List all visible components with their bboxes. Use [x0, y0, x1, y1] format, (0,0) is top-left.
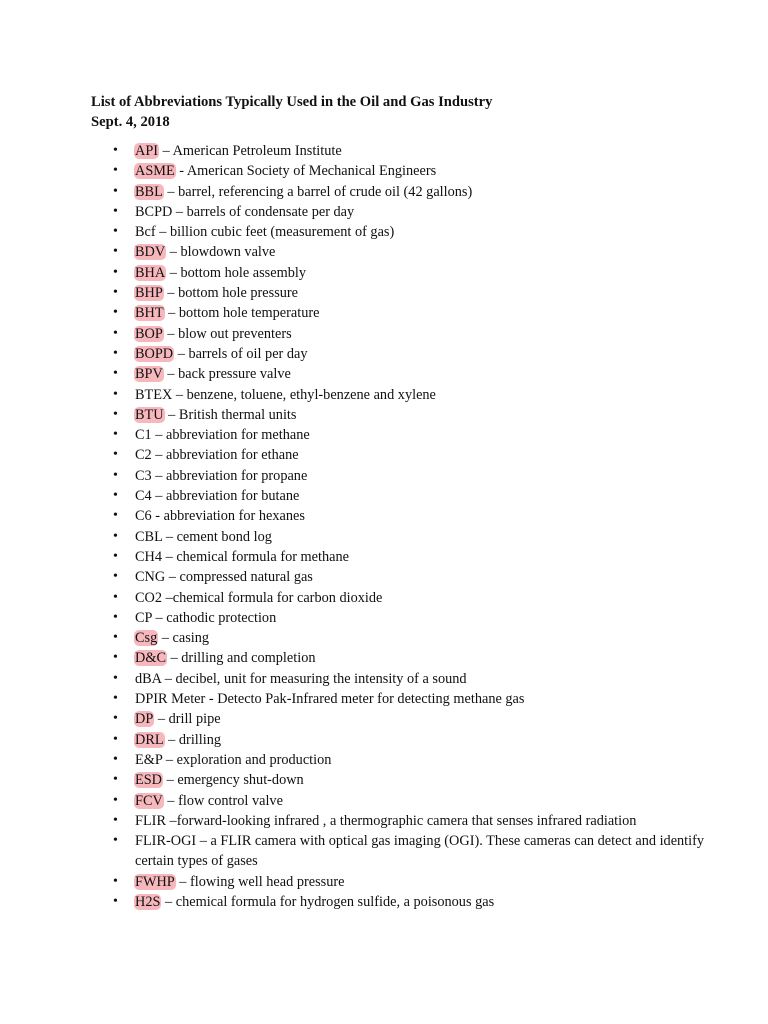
list-item	[0, 527, 768, 547]
list-item	[0, 263, 768, 283]
definition: American Petroleum Institute	[172, 143, 342, 159]
bullet-icon: •	[113, 630, 118, 646]
list-item	[0, 791, 768, 811]
definition: barrels of condensate per day	[186, 203, 355, 220]
highlighted-term: BHP	[135, 285, 163, 302]
list-item	[0, 770, 768, 790]
separator: –	[196, 833, 211, 850]
definition: a FLIR camera with optical gas imaging (OGI). These cameras can detect and identify certain types of gases	[135, 833, 705, 870]
list-item	[0, 689, 768, 709]
list-item	[0, 669, 768, 689]
separator: –	[174, 345, 189, 362]
term: CH4	[135, 548, 163, 565]
bullet-icon: •	[113, 325, 118, 341]
highlighted-term: BOP	[135, 325, 163, 342]
highlighted-term: BTU	[135, 406, 164, 423]
separator: –	[158, 630, 173, 647]
definition: casing	[172, 630, 210, 647]
bullet-icon: •	[113, 203, 118, 219]
definition: drill pipe	[168, 711, 221, 728]
separator: –	[165, 569, 180, 586]
bullet-icon: •	[113, 812, 118, 828]
list-item	[0, 141, 768, 161]
highlighted-term: BPV	[135, 366, 163, 383]
bullet-icon: •	[113, 488, 118, 504]
list-item	[0, 811, 768, 831]
definition: American Society of Mechanical Engineers	[186, 163, 437, 180]
definition: benzene, toluene, ethyl-benzene and xylene	[186, 386, 436, 403]
list-item	[0, 445, 768, 465]
separator: –	[151, 488, 166, 505]
highlighted-term: Csg	[135, 630, 158, 647]
list-item	[0, 628, 768, 648]
separator: –	[164, 305, 179, 322]
list-item	[0, 466, 768, 486]
list-item	[0, 730, 768, 750]
bullet-icon: •	[113, 244, 118, 260]
separator: -	[175, 163, 187, 180]
highlighted-term: DRL	[135, 731, 164, 748]
list-item	[0, 547, 768, 567]
separator: –	[163, 772, 178, 789]
separator: –	[172, 386, 187, 403]
separator: –	[163, 366, 179, 383]
term: CP	[135, 609, 152, 626]
definition: abbreviation for hexanes	[163, 508, 305, 525]
bullet-icon: •	[113, 528, 118, 544]
term: Bcf	[135, 224, 156, 241]
separator: –	[162, 751, 177, 768]
definition: drilling	[178, 731, 222, 748]
highlighted-term: BHA	[135, 264, 166, 281]
separator: –	[151, 467, 166, 484]
term: DPIR Meter	[135, 691, 206, 708]
list-item	[0, 242, 768, 262]
list-item	[0, 202, 768, 222]
list-item	[0, 567, 768, 587]
list-item	[0, 425, 768, 445]
bullet-icon: •	[113, 792, 118, 808]
list-item	[0, 283, 768, 303]
definition: abbreviation for propane	[165, 467, 308, 484]
list-item	[0, 364, 768, 384]
definition: bottom hole temperature	[178, 305, 320, 322]
highlighted-term: BOPD	[135, 345, 174, 362]
bullet-icon: •	[113, 305, 118, 321]
highlighted-term: FWHP	[135, 873, 175, 890]
bullet-icon: •	[113, 833, 118, 849]
document-title: List of Abbreviations Typically Used in the Oil and Gas Industry	[91, 94, 493, 110]
term: CNG	[135, 569, 166, 586]
definition: emergency shut-down	[177, 772, 304, 789]
definition: chemical formula for carbon dioxide	[172, 589, 383, 606]
separator: –	[151, 609, 167, 626]
separator: -	[151, 508, 164, 525]
bullet-icon: •	[113, 447, 118, 463]
separator: –	[166, 244, 181, 261]
highlighted-term: ESD	[135, 772, 163, 789]
bullet-icon: •	[113, 406, 118, 422]
bullet-icon: •	[113, 873, 118, 889]
term: CBL	[135, 528, 163, 545]
separator: –	[151, 427, 166, 444]
highlighted-term: FCV	[135, 792, 163, 809]
bullet-icon: •	[113, 893, 118, 909]
separator: –	[161, 670, 176, 687]
bullet-icon: •	[113, 183, 118, 199]
list-item	[0, 303, 768, 323]
definition: drilling and completion	[181, 650, 316, 667]
separator: –	[166, 650, 182, 667]
separator: –	[162, 589, 173, 606]
separator: –	[164, 406, 179, 423]
list-item	[0, 222, 768, 242]
term: FLIR	[135, 812, 166, 829]
term: CO2	[135, 589, 163, 606]
list-item	[0, 182, 768, 202]
bullet-icon: •	[113, 366, 118, 382]
list-item	[0, 506, 768, 526]
separator: –	[163, 325, 179, 342]
definition: back pressure valve	[178, 366, 291, 383]
term: E&P	[135, 751, 163, 768]
list-item	[0, 405, 768, 425]
bullet-icon: •	[113, 670, 118, 686]
bullet-icon: •	[113, 731, 118, 747]
definition: abbreviation for ethane	[165, 447, 299, 464]
list-item	[0, 648, 768, 668]
highlighted-term: BBL	[135, 183, 163, 200]
term: FLIR-OGI	[135, 833, 197, 850]
definition: billion cubic feet (measurement of gas)	[169, 224, 395, 241]
term: BTEX	[135, 386, 173, 403]
document-date: Sept. 4, 2018	[91, 114, 170, 130]
list-item	[0, 608, 768, 628]
definition: forward-looking infrared , a thermographic camera that senses infrared radiation	[176, 812, 637, 829]
term: C4	[135, 488, 152, 505]
bullet-icon: •	[113, 386, 118, 402]
bullet-icon: •	[113, 508, 118, 524]
definition: British thermal units	[178, 406, 297, 423]
bullet-icon: •	[113, 427, 118, 443]
highlighted-term: H2S	[135, 893, 161, 910]
list-item	[0, 750, 768, 770]
bullet-icon: •	[113, 548, 118, 564]
definition: abbreviation for butane	[165, 488, 300, 505]
term: C1	[135, 427, 152, 444]
bullet-icon: •	[113, 711, 118, 727]
bullet-icon: •	[113, 345, 118, 361]
definition: chemical formula for hydrogen sulfide, a poisonous gas	[175, 893, 495, 910]
separator: –	[162, 548, 177, 565]
definition: cement bond log	[176, 528, 272, 545]
definition: flowing well head pressure	[190, 873, 345, 890]
definition: compressed natural gas	[179, 569, 313, 586]
term: C6	[135, 508, 152, 525]
list-item	[0, 324, 768, 344]
bullet-icon: •	[113, 467, 118, 483]
list-item	[0, 344, 768, 364]
list-item	[0, 709, 768, 729]
list-item	[0, 588, 768, 608]
highlighted-term: DP	[135, 711, 154, 728]
separator: –	[163, 792, 179, 809]
definition: exploration and production	[176, 751, 332, 768]
bullet-icon: •	[113, 163, 118, 179]
bullet-icon: •	[113, 569, 118, 585]
abbreviation-list	[0, 141, 768, 912]
definition: bottom hole pressure	[178, 285, 299, 302]
term: C2	[135, 447, 152, 464]
separator: –	[164, 731, 179, 748]
bullet-icon: •	[113, 751, 118, 767]
separator: –	[151, 447, 166, 464]
highlighted-term: BDV	[135, 244, 166, 261]
separator: –	[162, 528, 177, 545]
highlighted-term: ASME	[135, 163, 175, 180]
definition: blow out preventers	[178, 325, 292, 342]
list-item	[0, 385, 768, 405]
definition: cathodic protection	[166, 609, 277, 626]
definition: chemical formula for methane	[176, 548, 349, 565]
separator: –	[175, 873, 191, 890]
bullet-icon: •	[113, 691, 118, 707]
bullet-icon: •	[113, 589, 118, 605]
document-heading	[91, 92, 492, 132]
highlighted-term: D&C	[135, 650, 166, 667]
term: BCPD	[135, 203, 173, 220]
bullet-icon: •	[113, 650, 118, 666]
separator: –	[163, 183, 179, 200]
term: C3	[135, 467, 152, 484]
definition: barrels of oil per day	[188, 345, 308, 362]
bullet-icon: •	[113, 143, 118, 158]
definition: bottom hole assembly	[180, 264, 306, 281]
separator: –	[165, 812, 177, 829]
list-item	[0, 486, 768, 506]
definition: flow control valve	[178, 792, 283, 809]
highlighted-term: API	[135, 143, 159, 159]
bullet-icon: •	[113, 609, 118, 625]
separator: –	[172, 203, 187, 220]
bullet-icon: •	[113, 772, 118, 788]
separator: –	[166, 264, 181, 281]
bullet-icon: •	[113, 224, 118, 240]
separator: –	[154, 711, 169, 728]
separator: -	[205, 691, 218, 708]
term: dBA	[135, 670, 162, 687]
definition: barrel, referencing a barrel of crude oil (42 gallons)	[178, 183, 473, 200]
list-item	[0, 831, 768, 872]
definition: Detecto Pak-Infrared meter for detecting methane gas	[217, 691, 525, 708]
definition: abbreviation for methane	[165, 427, 310, 444]
separator: –	[159, 143, 173, 159]
separator: –	[161, 893, 176, 910]
list-item	[0, 892, 768, 912]
definition: decibel, unit for measuring the intensity of a sound	[175, 670, 467, 687]
bullet-icon: •	[113, 285, 118, 301]
bullet-icon: •	[113, 264, 118, 280]
separator: –	[163, 285, 179, 302]
definition: blowdown valve	[180, 244, 276, 261]
separator: –	[155, 224, 170, 241]
highlighted-term: BHT	[135, 305, 164, 322]
list-item	[0, 872, 768, 892]
list-item	[0, 161, 768, 181]
